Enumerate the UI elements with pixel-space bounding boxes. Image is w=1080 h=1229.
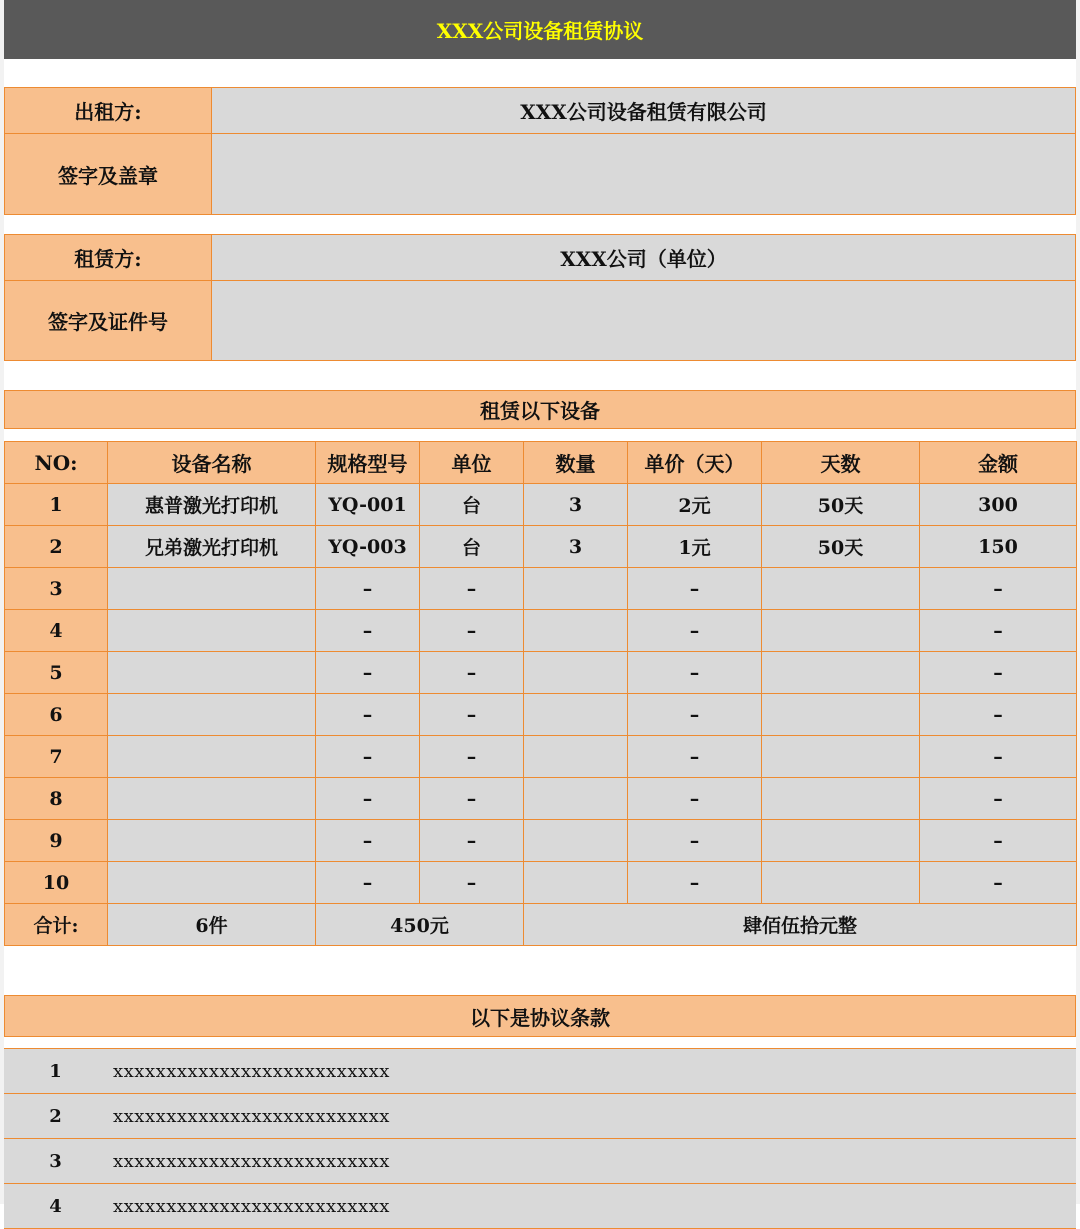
list-item (4, 1184, 1076, 1229)
cell-amount[interactable]: – (920, 610, 1077, 652)
term-text[interactable]: xxxxxxxxxxxxxxxxxxxxxxxxxx (113, 1105, 390, 1127)
cell-model[interactable]: YQ-003 (316, 526, 420, 568)
term-text[interactable]: xxxxxxxxxxxxxxxxxxxxxxxxxx (113, 1060, 390, 1082)
cell-model[interactable]: – (316, 778, 420, 820)
cell-days[interactable]: 50天 (762, 484, 920, 526)
term-number: 4 (49, 1195, 62, 1217)
cell-price[interactable]: – (628, 820, 762, 862)
cell-amount[interactable]: 300 (920, 484, 1077, 526)
cell-no: 2 (5, 526, 108, 568)
list-item (4, 1049, 1076, 1094)
header-qty: 数量 (524, 442, 628, 484)
term-number: 2 (49, 1105, 62, 1127)
table-row (5, 526, 1077, 568)
cell-name[interactable] (108, 736, 316, 778)
cell-days[interactable]: 50天 (762, 526, 920, 568)
cell-qty[interactable] (524, 862, 628, 904)
cell-days[interactable] (762, 694, 920, 736)
table-row (5, 568, 1077, 610)
lessor-sign-label: 签字及盖章 (5, 134, 212, 214)
table-row (5, 862, 1077, 904)
lessee-label: 租赁方: (5, 235, 212, 281)
cell-no: 7 (5, 736, 108, 778)
cell-price[interactable]: – (628, 778, 762, 820)
cell-amount[interactable]: – (920, 568, 1077, 610)
cell-price[interactable]: 1元 (628, 526, 762, 568)
lessor-label: 出租方: (5, 88, 212, 134)
cell-qty[interactable] (524, 652, 628, 694)
lessee-block (4, 234, 1076, 361)
header-days: 天数 (762, 442, 920, 484)
lessor-block (4, 87, 1076, 215)
cell-qty[interactable] (524, 778, 628, 820)
cell-price[interactable]: – (628, 568, 762, 610)
cell-qty[interactable]: 3 (524, 526, 628, 568)
header-amount: 金额 (920, 442, 1077, 484)
page-title: XXX公司设备租赁协议 (4, 0, 1076, 59)
table-row (5, 484, 1077, 526)
cell-model[interactable]: – (316, 736, 420, 778)
header-price: 单价（天） (628, 442, 762, 484)
cell-name[interactable] (108, 610, 316, 652)
term-number: 1 (49, 1060, 62, 1082)
equipment-table (4, 441, 1077, 946)
total-count: 6件 (108, 904, 316, 946)
cell-name[interactable] (108, 652, 316, 694)
cell-days[interactable] (762, 736, 920, 778)
cell-unit[interactable]: 台 (420, 484, 524, 526)
cell-days[interactable] (762, 568, 920, 610)
list-item (4, 1094, 1076, 1139)
cell-price[interactable]: – (628, 652, 762, 694)
lessor-sign-field[interactable] (212, 134, 1075, 214)
cell-no: 4 (5, 610, 108, 652)
cell-unit[interactable]: – (420, 862, 524, 904)
cell-price[interactable]: – (628, 694, 762, 736)
table-row (5, 652, 1077, 694)
cell-unit[interactable]: – (420, 820, 524, 862)
table-row (5, 610, 1077, 652)
cell-qty[interactable] (524, 568, 628, 610)
cell-qty[interactable] (524, 694, 628, 736)
cell-no: 6 (5, 694, 108, 736)
cell-price[interactable]: – (628, 736, 762, 778)
cell-days[interactable] (762, 820, 920, 862)
list-item (4, 1139, 1076, 1184)
cell-amount[interactable]: – (920, 652, 1077, 694)
cell-name[interactable] (108, 568, 316, 610)
cell-no: 10 (5, 862, 108, 904)
cell-amount[interactable]: – (920, 736, 1077, 778)
term-text[interactable]: xxxxxxxxxxxxxxxxxxxxxxxxxx (113, 1195, 390, 1217)
cell-no: 1 (5, 484, 108, 526)
cell-price[interactable]: 2元 (628, 484, 762, 526)
cell-model[interactable]: – (316, 610, 420, 652)
cell-unit[interactable]: – (420, 568, 524, 610)
cell-amount[interactable]: 150 (920, 526, 1077, 568)
terms-section-title: 以下是协议条款 (4, 995, 1076, 1037)
cell-qty[interactable] (524, 610, 628, 652)
term-text[interactable]: xxxxxxxxxxxxxxxxxxxxxxxxxx (113, 1150, 390, 1172)
lessee-sign-field[interactable] (212, 281, 1075, 360)
cell-qty[interactable]: 3 (524, 484, 628, 526)
cell-qty[interactable] (524, 736, 628, 778)
cell-days[interactable] (762, 652, 920, 694)
cell-amount[interactable]: – (920, 778, 1077, 820)
header-model: 规格型号 (316, 442, 420, 484)
table-header-row (5, 442, 1077, 484)
cell-name[interactable] (108, 820, 316, 862)
term-number: 3 (49, 1150, 62, 1172)
total-amount: 450元 (316, 904, 524, 946)
cell-unit[interactable]: – (420, 652, 524, 694)
cell-unit[interactable]: – (420, 736, 524, 778)
table-row (5, 736, 1077, 778)
cell-name[interactable]: 兄弟激光打印机 (108, 526, 316, 568)
cell-no: 9 (5, 820, 108, 862)
cell-name[interactable]: 惠普激光打印机 (108, 484, 316, 526)
header-no: NO: (5, 442, 108, 484)
cell-no: 5 (5, 652, 108, 694)
lessor-value[interactable]: XXX公司设备租赁有限公司 (212, 88, 1075, 134)
table-total-row (5, 904, 1077, 946)
table-row (5, 694, 1077, 736)
cell-amount[interactable]: – (920, 694, 1077, 736)
cell-name[interactable] (108, 778, 316, 820)
cell-price[interactable]: – (628, 610, 762, 652)
cell-unit[interactable]: – (420, 694, 524, 736)
header-name: 设备名称 (108, 442, 316, 484)
cell-amount[interactable]: – (920, 862, 1077, 904)
lessee-sign-label: 签字及证件号 (5, 281, 212, 360)
cell-price[interactable]: – (628, 862, 762, 904)
cell-no: 8 (5, 778, 108, 820)
cell-no: 3 (5, 568, 108, 610)
table-row (5, 778, 1077, 820)
terms-list (4, 1048, 1076, 1229)
header-unit: 单位 (420, 442, 524, 484)
cell-days[interactable] (762, 778, 920, 820)
cell-unit[interactable]: – (420, 778, 524, 820)
cell-name[interactable] (108, 862, 316, 904)
table-row (5, 820, 1077, 862)
cell-model[interactable]: – (316, 862, 420, 904)
cell-days[interactable] (762, 610, 920, 652)
cell-unit[interactable]: 台 (420, 526, 524, 568)
cell-model[interactable]: – (316, 652, 420, 694)
total-label: 合计: (5, 904, 108, 946)
cell-amount[interactable]: – (920, 820, 1077, 862)
cell-name[interactable] (108, 694, 316, 736)
cell-model[interactable]: – (316, 820, 420, 862)
total-amount-words: 肆佰伍拾元整 (524, 904, 1077, 946)
cell-model[interactable]: – (316, 694, 420, 736)
cell-qty[interactable] (524, 820, 628, 862)
cell-unit[interactable]: – (420, 610, 524, 652)
cell-days[interactable] (762, 862, 920, 904)
cell-model[interactable]: – (316, 568, 420, 610)
equipment-section-title: 租赁以下设备 (4, 390, 1076, 429)
lessee-value[interactable]: XXX公司（单位） (212, 235, 1075, 281)
cell-model[interactable]: YQ-001 (316, 484, 420, 526)
